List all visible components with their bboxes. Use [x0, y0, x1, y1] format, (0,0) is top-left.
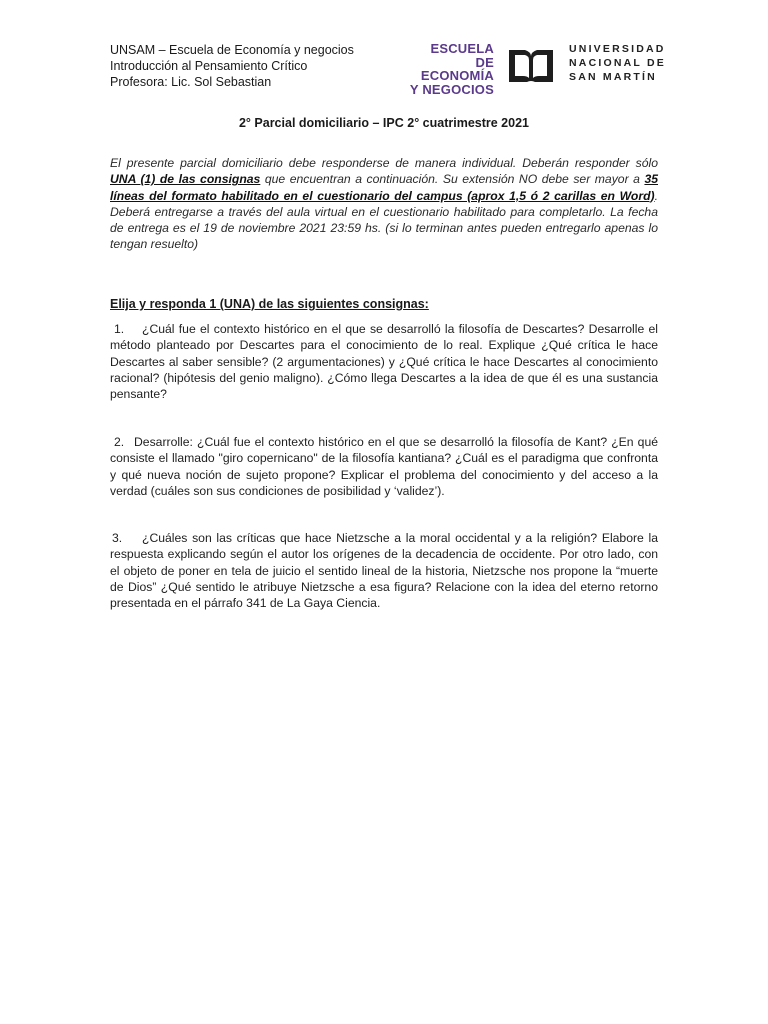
university-book-logo-icon [507, 44, 555, 84]
intro-paragraph [110, 155, 658, 253]
header-professor: Profesora: Lic. Sol Sebastian [110, 75, 272, 89]
document-header [110, 42, 354, 90]
header-institution: UNSAM – Escuela de Economía y negocios [110, 43, 354, 57]
question-number: 3. [112, 531, 123, 545]
school-logo-text [400, 42, 494, 96]
question-text: ¿Cuáles son las críticas que hace Nietzsche a la moral occidental y a la religión? Elabore la respuesta explicando según el autor los orígenes de la decadencia de occidente. Por otro lado, con el objeto de poner en tela de juicio el sentido lineal de la historia, Nietzsche nos propone la “muerte de Dios” ¿Qué sentido le atribuye Nietzsche a esa figura? Relacione con la idea del eterno retorno presentada en el párrafo 341 de La Gaya Ciencia. [110, 531, 658, 611]
question-text: ¿Cuál fue el contexto histórico en el que se desarrolló la filosofía de Descartes? Desarrolle el método planteado por Descartes para el conocimiento de lo real. Explique ¿Qué crítica le hace Descartes al saber sensible? (2 argumentaciones) y ¿Qué crítica le hace Descartes al conocimiento racional? (hipótesis del genio maligno). ¿Cómo llega Descartes a la idea de que él es una sustancia pensante? [110, 322, 658, 402]
instructions-heading: Elija y responda 1 (UNA) de las siguientes consignas: [110, 297, 429, 311]
university-logo-line: NACIONAL DE [569, 57, 666, 69]
university-logo-text [569, 42, 666, 84]
university-logo-line: SAN MARTÍN [569, 71, 657, 83]
exam-title: 2° Parcial domiciliario – IPC 2° cuatrimestre 2021 [238, 116, 529, 130]
question-number: 1. [114, 322, 125, 336]
intro-text: El presente parcial domiciliario debe responderse de manera individual. Deberán responder sólo [110, 156, 658, 170]
school-logo-line: Y NEGOCIOS [409, 81, 494, 97]
intro-text: . Deberá entregarse a través del aula virtual en el cuestionario habilitado para completarlo. La fecha de entrega es el 19 de noviembre 2021 23:59 hs. (si lo terminan antes pueden entregarlo apenas lo tengan resuelto) [110, 188, 658, 252]
school-logo-line: ESCUELA [430, 41, 494, 56]
intro-text: que encuentran a continuación. Su extensión NO debe ser mayor a [260, 172, 645, 187]
intro-emphasis: 35 líneas del formato habilitado en el cuestionario del campus (aprox 1,5 ó 2 carillas en Word) [110, 172, 658, 203]
question-item [110, 321, 658, 402]
university-logo-line: UNIVERSIDAD [569, 43, 666, 55]
question-item [110, 434, 658, 499]
question-text: Desarrolle: ¿Cuál fue el contexto histórico en el que se desarrolló la filosofía de Kant? ¿En qué consiste el llamado "giro copernicano" de la filosofía kantiana? ¿Cuál es el paradigma que confronta y qué nueva noción de sujeto propone? Explicar el problema del conocimiento y del acceso a la verdad (cuáles son sus condiciones de posibilidad y ‘validez’). [110, 435, 658, 498]
school-logo-line: DE ECONOMÍA [420, 54, 494, 83]
header-course: Introducción al Pensamiento Crítico [110, 59, 308, 73]
question-item [110, 530, 658, 611]
question-number: 2. [114, 435, 125, 449]
intro-emphasis: UNA (1) de las consignas [110, 172, 261, 187]
